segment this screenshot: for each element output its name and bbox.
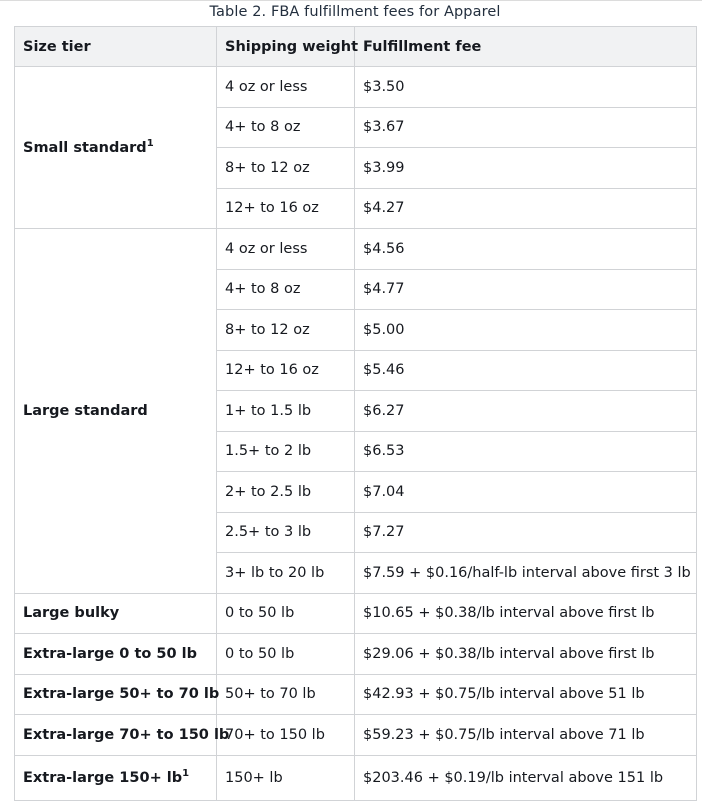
size-tier-cell	[15, 229, 217, 594]
size-tier-label: Large standard	[23, 402, 148, 419]
header-fulfillment-fee: Fulfillment fee	[355, 27, 697, 67]
shipping-weight-cell: 4+ to 8 oz	[217, 107, 355, 148]
fulfillment-fee-cell: $59.23 + $0.75/lb interval above 71 lb	[355, 715, 697, 756]
shipping-weight-cell: 150+ lb	[217, 755, 355, 800]
fulfillment-fee-cell: $3.99	[355, 148, 697, 189]
fulfillment-fee-cell: $5.00	[355, 310, 697, 351]
table-header-row	[15, 27, 697, 67]
size-tier-cell	[15, 715, 230, 756]
table-row	[15, 674, 697, 715]
shipping-weight-cell: 8+ to 12 oz	[217, 310, 355, 351]
shipping-weight-cell: 2+ to 2.5 lb	[217, 472, 355, 513]
fulfillment-fee-cell: $203.46 + $0.19/lb interval above 151 lb	[355, 755, 697, 800]
table-row	[15, 715, 697, 756]
size-tier-label: Extra-large 50+ to 70 lb	[23, 686, 220, 703]
table-body	[15, 67, 697, 801]
size-tier-label: Extra-large 70+ to 150 lb	[23, 726, 230, 743]
fulfillment-fee-cell: $6.27	[355, 391, 697, 432]
size-tier-label: Small standard	[23, 139, 147, 156]
size-tier-label: Large bulky	[23, 605, 120, 622]
table-row	[15, 755, 697, 800]
fulfillment-fee-cell: $10.65 + $0.38/lb interval above first lb	[355, 593, 697, 634]
footnote-marker: 1	[182, 767, 190, 779]
fulfillment-fee-cell: $3.67	[355, 107, 697, 148]
size-tier-cell	[15, 593, 217, 634]
size-tier-label: Extra-large 0 to 50 lb	[23, 645, 197, 662]
shipping-weight-cell: 4 oz or less	[217, 229, 355, 270]
fba-fee-table	[14, 26, 697, 801]
table-row	[15, 229, 697, 270]
shipping-weight-cell: 0 to 50 lb	[217, 634, 355, 675]
table-row	[15, 593, 697, 634]
fulfillment-fee-cell: $7.59 + $0.16/half-lb interval above first 3 lb	[355, 553, 697, 594]
fulfillment-fee-cell: $5.46	[355, 350, 697, 391]
fulfillment-fee-cell: $7.04	[355, 472, 697, 513]
shipping-weight-cell: 70+ to 150 lb	[217, 715, 355, 756]
shipping-weight-cell: 4+ to 8 oz	[217, 269, 355, 310]
table-row	[15, 634, 697, 675]
fulfillment-fee-cell: $3.50	[355, 67, 697, 108]
table-row	[15, 67, 697, 108]
table-caption: Table 2. FBA fulfillment fees for Apparel	[209, 4, 501, 20]
shipping-weight-cell: 3+ lb to 20 lb	[217, 553, 355, 594]
fulfillment-fee-cell: $42.93 + $0.75/lb interval above 51 lb	[355, 674, 697, 715]
shipping-weight-cell: 1.5+ to 2 lb	[217, 431, 355, 472]
fulfillment-fee-cell: $6.53	[355, 431, 697, 472]
fulfillment-fee-cell: $4.56	[355, 229, 697, 270]
size-tier-cell	[15, 634, 217, 675]
shipping-weight-cell: 2.5+ to 3 lb	[217, 512, 355, 553]
shipping-weight-cell: 12+ to 16 oz	[217, 350, 355, 391]
size-tier-label: Extra-large 150+ lb	[23, 769, 183, 786]
shipping-weight-cell: 1+ to 1.5 lb	[217, 391, 355, 432]
size-tier-cell	[15, 67, 217, 229]
fulfillment-fee-cell: $4.27	[355, 188, 697, 229]
footnote-marker: 1	[146, 137, 154, 149]
shipping-weight-cell: 8+ to 12 oz	[217, 148, 355, 189]
size-tier-cell	[15, 674, 220, 715]
header-shipping-weight: Shipping weight	[217, 27, 355, 67]
shipping-weight-cell: 0 to 50 lb	[217, 593, 355, 634]
shipping-weight-cell: 4 oz or less	[217, 67, 355, 108]
shipping-weight-cell: 12+ to 16 oz	[217, 188, 355, 229]
header-size-tier: Size tier	[15, 27, 217, 67]
size-tier-cell	[15, 755, 217, 800]
fulfillment-fee-cell: $29.06 + $0.38/lb interval above first lb	[355, 634, 697, 675]
shipping-weight-cell: 50+ to 70 lb	[217, 674, 355, 715]
fulfillment-fee-cell: $4.77	[355, 269, 697, 310]
fulfillment-fee-cell: $7.27	[355, 512, 697, 553]
top-divider	[0, 0, 702, 1]
